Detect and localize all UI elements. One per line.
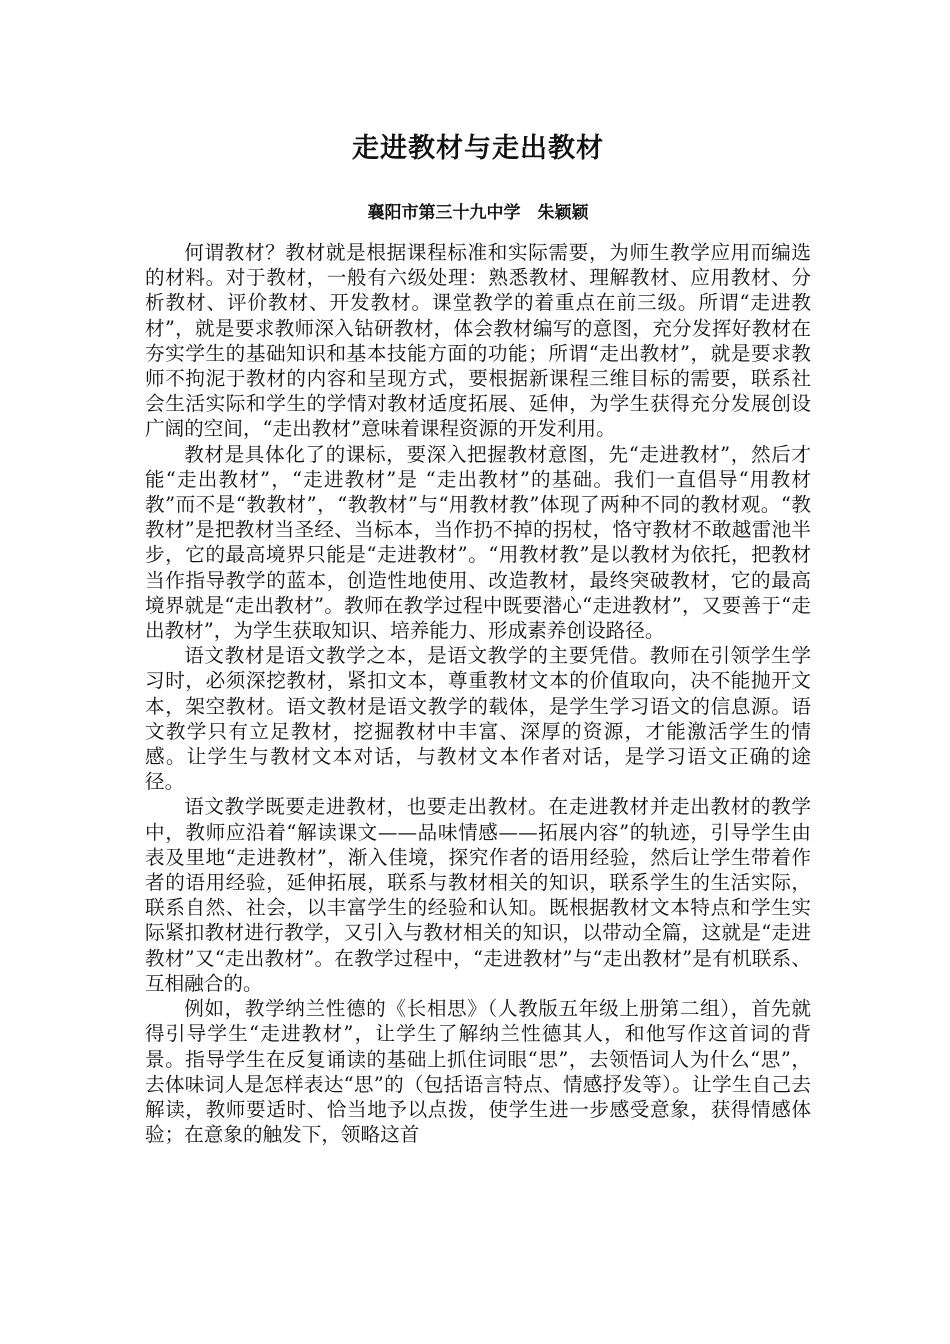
body-paragraph: 语文教材是语文教学之本，是语文教学的主要凭借。教师在引领学生学习时，必须深挖教材，紧扣文本，尊重教材文本的价值取向，决不能抛开文本，架空教材。语文教材是语文教学的载体，是学生学习语文的信息源。语文教学只有立足教材，挖掘教材中丰富、深厚的资源，才能激活学生的情感。让学生与教材文本对话，与教材文本作者对话，是学习语文正确的途径。 — [145, 644, 811, 794]
document-title: 走进教材与走出教材 — [352, 133, 604, 163]
document-page — [145, 128, 811, 1147]
body-paragraph: 例如，教学纳兰性德的《长相思》（人教版五年级上册第二组），首先就得引导学生“走进教材”，让学生了解纳兰性德其人，和他写作这首词的背景。指导学生在反复诵读的基础上抓住词眼“思”，去领悟词人为什么“思”，去体味词人是怎样表达“思”的（包括语言特点、情感抒发等）。让学生自己去解读，教师要适时、恰当地予以点拨，使学生进一步感受意象，获得情感体验；在意象的触发下，领略这首 — [145, 997, 811, 1147]
document-body — [145, 240, 811, 1147]
body-paragraph: 语文教学既要走进教材，也要走出教材。在走进教材并走出教材的教学中，教师应沿着“解读课文——品味情感——拓展内容”的轨迹，引导学生由表及里地“走进教材”，渐入佳境，探究作者的语用经验，然后让学生带着作者的语用经验，延伸拓展，联系与教材相关的知识，联系学生的生活实际，联系自然、社会，以丰富学生的经验和认知。既根据教材文本特点和学生实际紧扣教材进行教学，又引入与教材相关的知识，以带动全篇，这就是“走进教材”又“走出教材”。在教学过程中，“走进教材”与“走出教材”是有机联系、互相融合的。 — [145, 795, 811, 995]
body-paragraph: 何谓教材？教材就是根据课程标准和实际需要，为师生教学应用而编选的材料。对于教材，一般有六级处理：熟悉教材、理解教材、应用教材、分析教材、评价教材、开发教材。课堂教学的着重点在前三级。所谓“走进教材”，就是要求教师深入钻研教材，体会教材编写的意图，充分发挥好教材在夯实学生的基础知识和基本技能方面的功能；所谓“走出教材”，就是要求教师不拘泥于教材的内容和呈现方式，要根据新课程三维目标的需要，联系社会生活实际和学生的学情对教材适度拓展、延伸，为学生获得充分发展创设广阔的空间，“走出教材”意味着课程资源的开发利用。 — [145, 241, 811, 441]
document-author: 襄阳市第三十九中学 朱颖颖 — [367, 203, 589, 222]
body-paragraph: 教材是具体化了的课标，要深入把握教材意图，先“走进教材”，然后才能“走出教材”，“走进教材”是 “走出教材”的基础。我们一直倡导“用教材教”而不是“教教材”，“教教材”与“用教材教”体现了两种不同的教材观。“教教材”是把教材当圣经、当标本，当作扔不掉的拐杖，恪守教材不敢越雷池半步，它的最高境界只能是“走进教材”。“用教材教”是以教材为依托，把教材当作指导教学的蓝本，创造性地使用、改造教材，最终突破教材，它的最高境界就是“走出教材”。教师在教学过程中既要潜心“走进教材”，又要善于“走出教材”，为学生获取知识、培养能力、形成素养创设路径。 — [145, 442, 811, 643]
